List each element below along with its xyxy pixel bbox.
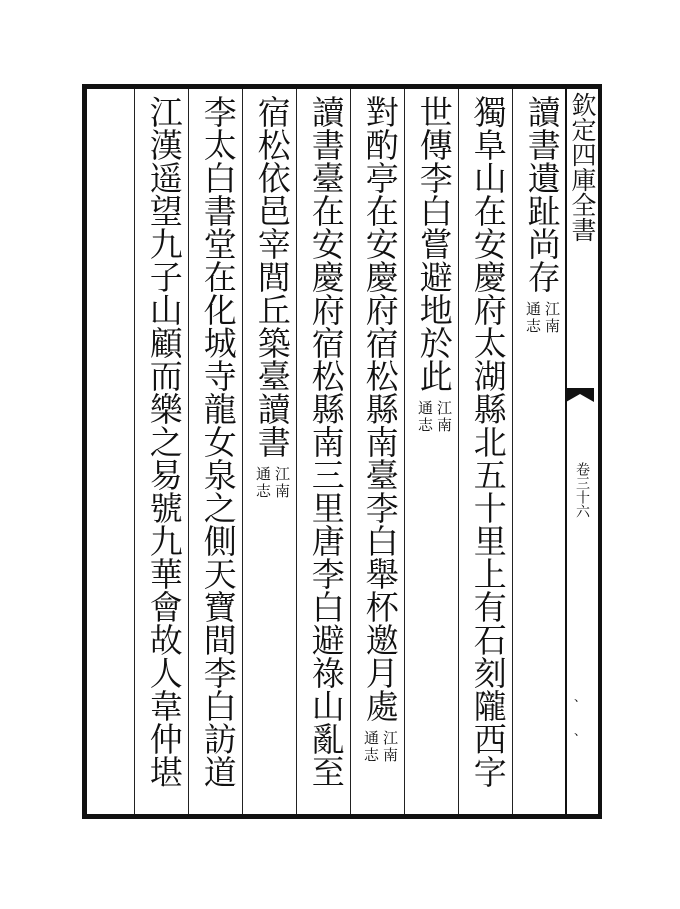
text-column-3 (410, 95, 458, 434)
column-text: 讀書遺趾尚存 (522, 95, 562, 293)
column-text: 讀書臺在安慶府宿松縣南三里唐李白避祿山亂至 (306, 95, 346, 788)
column-rule (404, 89, 405, 814)
frame-left-rule (82, 84, 87, 819)
text-column-4 (356, 95, 404, 764)
fore-edge (566, 92, 602, 752)
text-column-5 (302, 95, 350, 788)
column-text: 宿松依邑宰閭丘築臺讀書 (252, 95, 292, 458)
column-rule (188, 89, 189, 814)
volume-number: 卷三十六 (574, 462, 590, 518)
column-rule (512, 89, 513, 814)
column-text: 江漢遥望九子山顧而樂之易號九華會故人韋仲堪 (144, 95, 184, 788)
edge-tick-mark: 、 (574, 724, 587, 738)
note-line-left: 通志 (362, 730, 380, 764)
column-text: 對酌亭在安慶府宿松縣南臺李白舉杯邀月處 (360, 95, 400, 722)
annotation-note (416, 400, 452, 434)
column-text: 世傳李白嘗避地於此 (414, 95, 454, 392)
column-rule (350, 89, 351, 814)
note-line-right: 江南 (381, 730, 399, 764)
book-title: 欽定四庫全書 (568, 92, 597, 242)
note-line-left: 通志 (524, 301, 542, 335)
annotation-note (362, 730, 398, 764)
edge-tick-mark: 、 (574, 690, 587, 704)
column-text: 李太白書堂在化城寺龍女泉之側天寶間李白訪道 (198, 95, 238, 788)
fishtail-mark-icon (566, 388, 594, 402)
note-line-right: 江南 (543, 301, 561, 335)
note-line-right: 江南 (273, 466, 291, 500)
annotation-note (254, 466, 290, 500)
text-column-7 (194, 95, 242, 788)
column-rule (134, 89, 135, 814)
column-rule (296, 89, 297, 814)
text-column-8 (140, 95, 188, 788)
note-line-right: 江南 (435, 400, 453, 434)
note-line-left: 通志 (416, 400, 434, 434)
frame-bottom-rule (82, 814, 602, 819)
annotation-note (524, 301, 560, 335)
note-line-left: 通志 (254, 466, 272, 500)
frame-top-rule (82, 84, 602, 89)
text-column-6 (248, 95, 296, 500)
text-column-2 (464, 95, 512, 788)
column-rule (242, 89, 243, 814)
text-column-1 (518, 95, 566, 335)
column-rule (458, 89, 459, 814)
column-text: 獨阜山在安慶府太湖縣北五十里上有石刻隴西字 (468, 95, 508, 788)
